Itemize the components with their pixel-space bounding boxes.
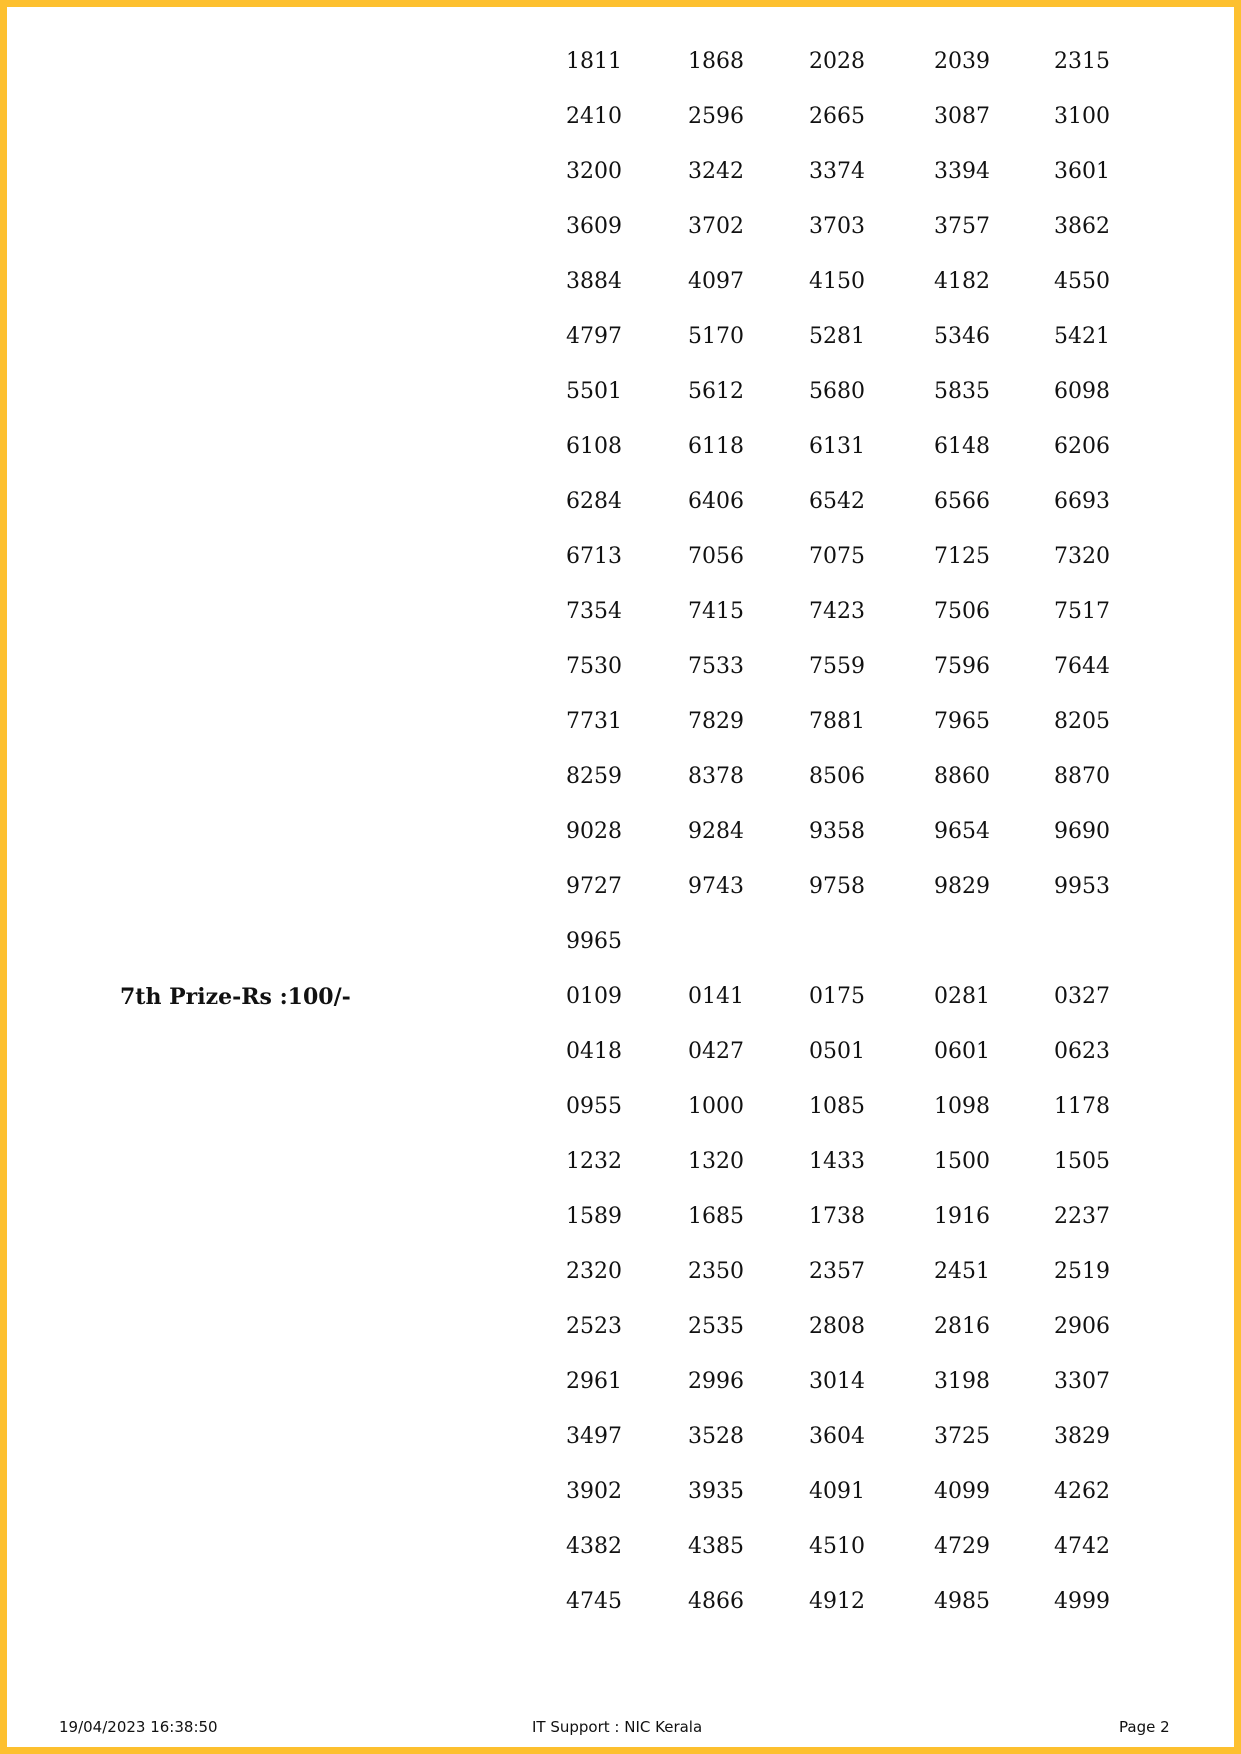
ticket-number: 7415: [688, 599, 744, 624]
ticket-number: 6284: [566, 489, 622, 514]
ticket-number: 5680: [809, 379, 865, 404]
ticket-number: 2519: [1054, 1259, 1110, 1284]
result-row: [7, 432, 1234, 462]
ticket-number: 6118: [688, 434, 744, 459]
ticket-number: 2665: [809, 104, 865, 129]
ticket-number: 1000: [688, 1094, 744, 1119]
ticket-number: 6566: [934, 489, 990, 514]
ticket-number: 6131: [809, 434, 865, 459]
ticket-number: 9358: [809, 819, 865, 844]
ticket-number: 9953: [1054, 874, 1110, 899]
result-row: [7, 762, 1234, 792]
ticket-number: 4262: [1054, 1479, 1110, 1504]
result-row: [7, 1532, 1234, 1562]
result-row: [7, 1092, 1234, 1122]
ticket-number: 1738: [809, 1204, 865, 1229]
ticket-number: 4091: [809, 1479, 865, 1504]
ticket-number: 1916: [934, 1204, 990, 1229]
ticket-number: 2906: [1054, 1314, 1110, 1339]
result-row: [7, 1367, 1234, 1397]
result-row: [7, 1477, 1234, 1507]
ticket-number: 7125: [934, 544, 990, 569]
ticket-number: 6148: [934, 434, 990, 459]
result-row: [7, 872, 1234, 902]
ticket-number: 9743: [688, 874, 744, 899]
ticket-number: 2320: [566, 1259, 622, 1284]
ticket-number: 2357: [809, 1259, 865, 1284]
result-row: [7, 927, 1234, 957]
ticket-number: 9829: [934, 874, 990, 899]
ticket-number: 9965: [566, 929, 622, 954]
ticket-number: 3757: [934, 214, 990, 239]
ticket-number: 4729: [934, 1534, 990, 1559]
ticket-number: 1811: [566, 49, 622, 74]
ticket-number: 2410: [566, 104, 622, 129]
ticket-number: 1178: [1054, 1094, 1110, 1119]
result-row: [7, 597, 1234, 627]
ticket-number: 9284: [688, 819, 744, 844]
ticket-number: 3604: [809, 1424, 865, 1449]
ticket-number: 3884: [566, 269, 622, 294]
ticket-number: 9028: [566, 819, 622, 844]
ticket-number: 3497: [566, 1424, 622, 1449]
result-row: [7, 1587, 1234, 1617]
ticket-number: 4550: [1054, 269, 1110, 294]
ticket-number: 7829: [688, 709, 744, 734]
ticket-number: 0327: [1054, 984, 1110, 1009]
ticket-number: 1589: [566, 1204, 622, 1229]
result-row: [7, 322, 1234, 352]
ticket-number: 2808: [809, 1314, 865, 1339]
result-row: [7, 377, 1234, 407]
ticket-number: 8378: [688, 764, 744, 789]
ticket-number: 3014: [809, 1369, 865, 1394]
ticket-number: 4985: [934, 1589, 990, 1614]
ticket-number: 8870: [1054, 764, 1110, 789]
ticket-number: 1433: [809, 1149, 865, 1174]
result-row: [7, 267, 1234, 297]
ticket-number: 6713: [566, 544, 622, 569]
ticket-number: 2961: [566, 1369, 622, 1394]
ticket-number: 1232: [566, 1149, 622, 1174]
result-row: [7, 1202, 1234, 1232]
ticket-number: 5281: [809, 324, 865, 349]
ticket-number: 2596: [688, 104, 744, 129]
ticket-number: 4912: [809, 1589, 865, 1614]
ticket-number: 2237: [1054, 1204, 1110, 1229]
ticket-number: 4182: [934, 269, 990, 294]
result-row: [7, 1257, 1234, 1287]
ticket-number: 0427: [688, 1039, 744, 1064]
ticket-number: 3087: [934, 104, 990, 129]
ticket-number: 5612: [688, 379, 744, 404]
ticket-number: 6108: [566, 434, 622, 459]
result-row: [7, 707, 1234, 737]
ticket-number: 7056: [688, 544, 744, 569]
ticket-number: 5501: [566, 379, 622, 404]
ticket-number: 3902: [566, 1479, 622, 1504]
ticket-number: 8506: [809, 764, 865, 789]
ticket-number: 6693: [1054, 489, 1110, 514]
ticket-number: 4797: [566, 324, 622, 349]
ticket-number: 0623: [1054, 1039, 1110, 1064]
ticket-number: 1320: [688, 1149, 744, 1174]
ticket-number: 3200: [566, 159, 622, 184]
ticket-number: 2028: [809, 49, 865, 74]
ticket-number: 1505: [1054, 1149, 1110, 1174]
ticket-number: 3862: [1054, 214, 1110, 239]
ticket-number: 7320: [1054, 544, 1110, 569]
ticket-number: 3725: [934, 1424, 990, 1449]
ticket-number: 8259: [566, 764, 622, 789]
ticket-number: 1685: [688, 1204, 744, 1229]
ticket-number: 0955: [566, 1094, 622, 1119]
ticket-number: 3100: [1054, 104, 1110, 129]
ticket-number: 3702: [688, 214, 744, 239]
ticket-number: 2996: [688, 1369, 744, 1394]
ticket-number: 3601: [1054, 159, 1110, 184]
ticket-number: 7423: [809, 599, 865, 624]
ticket-number: 1868: [688, 49, 744, 74]
print-timestamp: 19/04/2023 16:38:50: [59, 1718, 218, 1736]
ticket-number: 0175: [809, 984, 865, 1009]
ticket-number: 9727: [566, 874, 622, 899]
result-row: [7, 817, 1234, 847]
ticket-number: 7596: [934, 654, 990, 679]
ticket-number: 3394: [934, 159, 990, 184]
result-row: [7, 102, 1234, 132]
result-row: [7, 982, 1234, 1012]
ticket-number: 3374: [809, 159, 865, 184]
ticket-number: 7644: [1054, 654, 1110, 679]
result-row: [7, 1037, 1234, 1067]
ticket-number: 7530: [566, 654, 622, 679]
ticket-number: 0418: [566, 1039, 622, 1064]
ticket-number: 9654: [934, 819, 990, 844]
ticket-number: 7075: [809, 544, 865, 569]
ticket-number: 7559: [809, 654, 865, 679]
ticket-number: 4742: [1054, 1534, 1110, 1559]
ticket-number: 0281: [934, 984, 990, 1009]
ticket-number: 3829: [1054, 1424, 1110, 1449]
ticket-number: 7506: [934, 599, 990, 624]
result-row: [7, 157, 1234, 187]
ticket-number: 0141: [688, 984, 744, 1009]
ticket-number: 4999: [1054, 1589, 1110, 1614]
ticket-number: 2535: [688, 1314, 744, 1339]
ticket-number: 3528: [688, 1424, 744, 1449]
ticket-number: 3935: [688, 1479, 744, 1504]
ticket-number: 2039: [934, 49, 990, 74]
ticket-number: 5170: [688, 324, 744, 349]
result-row: [7, 542, 1234, 572]
ticket-number: 0601: [934, 1039, 990, 1064]
ticket-number: 6406: [688, 489, 744, 514]
ticket-number: 7731: [566, 709, 622, 734]
ticket-number: 7354: [566, 599, 622, 624]
ticket-number: 9690: [1054, 819, 1110, 844]
ticket-number: 6542: [809, 489, 865, 514]
ticket-number: 0501: [809, 1039, 865, 1064]
ticket-number: 4745: [566, 1589, 622, 1614]
ticket-number: 6206: [1054, 434, 1110, 459]
ticket-number: 9758: [809, 874, 865, 899]
ticket-number: 4150: [809, 269, 865, 294]
ticket-number: 4385: [688, 1534, 744, 1559]
ticket-number: 0109: [566, 984, 622, 1009]
ticket-number: 3609: [566, 214, 622, 239]
ticket-number: 3198: [934, 1369, 990, 1394]
ticket-number: 2315: [1054, 49, 1110, 74]
ticket-number: 3703: [809, 214, 865, 239]
ticket-number: 1500: [934, 1149, 990, 1174]
ticket-number: 7965: [934, 709, 990, 734]
ticket-number: 5835: [934, 379, 990, 404]
ticket-number: 2523: [566, 1314, 622, 1339]
ticket-number: 5421: [1054, 324, 1110, 349]
ticket-number: 8205: [1054, 709, 1110, 734]
results-page: [7, 7, 1234, 1747]
ticket-number: 3307: [1054, 1369, 1110, 1394]
result-row: [7, 47, 1234, 77]
ticket-number: 4099: [934, 1479, 990, 1504]
ticket-number: 5346: [934, 324, 990, 349]
page-number: Page 2: [1119, 1718, 1170, 1736]
ticket-number: 2451: [934, 1259, 990, 1284]
result-row: [7, 1312, 1234, 1342]
ticket-number: 4510: [809, 1534, 865, 1559]
ticket-number: 2350: [688, 1259, 744, 1284]
result-row: [7, 652, 1234, 682]
ticket-number: 6098: [1054, 379, 1110, 404]
result-row: [7, 1147, 1234, 1177]
ticket-number: 1085: [809, 1094, 865, 1119]
ticket-number: 3242: [688, 159, 744, 184]
result-row: [7, 487, 1234, 517]
ticket-number: 2816: [934, 1314, 990, 1339]
ticket-number: 7881: [809, 709, 865, 734]
prize-label: 7th Prize-Rs :100/-: [120, 984, 351, 1010]
ticket-number: 7517: [1054, 599, 1110, 624]
ticket-number: 1098: [934, 1094, 990, 1119]
ticket-number: 4382: [566, 1534, 622, 1559]
ticket-number: 7533: [688, 654, 744, 679]
ticket-number: 8860: [934, 764, 990, 789]
it-support-text: IT Support : NIC Kerala: [532, 1718, 703, 1736]
ticket-number: 4866: [688, 1589, 744, 1614]
result-row: [7, 212, 1234, 242]
ticket-number: 4097: [688, 269, 744, 294]
result-row: [7, 1422, 1234, 1452]
